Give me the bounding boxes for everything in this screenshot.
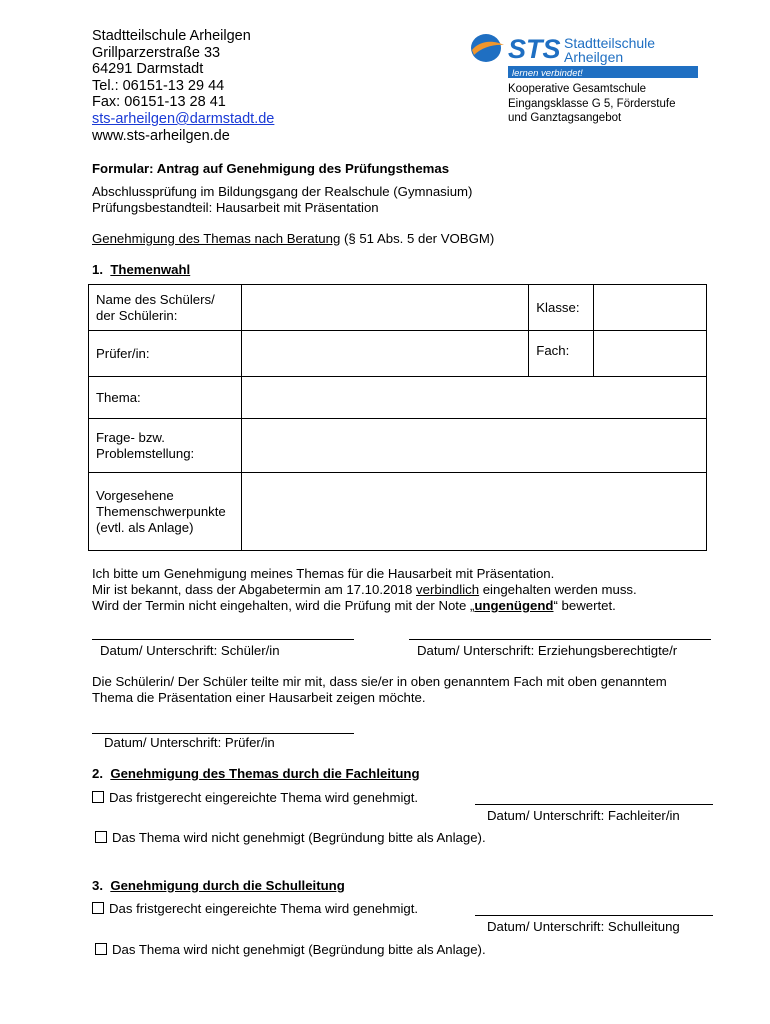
approval-ref: (§ 51 Abs. 5 der VOBGM): [340, 231, 495, 246]
examiner-signature-label: Datum/ Unterschrift: Prüfer/in: [104, 735, 275, 750]
fax: Fax: 06151-13 28 41: [92, 94, 226, 111]
schulleitung-reject-option[interactable]: Das Thema wird nicht genehmigt (Begründung bitte als Anlage).: [95, 942, 486, 958]
statement-line-1: Ich bitte um Genehmigung meines Themas für die Hausarbeit mit Präsentation.: [92, 566, 555, 581]
thema-field[interactable]: [241, 377, 706, 419]
fachleitung-approve-option[interactable]: Das fristgerecht eingereichte Thema wird genehmigt.: [92, 790, 418, 806]
school-logo: [468, 28, 700, 80]
confirmation-line-2: Thema die Präsentation einer Hausarbeit zeigen möchte.: [92, 690, 426, 705]
statement-line-2: Mir ist bekannt, dass der Abgabetermin am 17.10.2018 verbindlich eingehalten werden muss.: [92, 582, 637, 597]
thema-label: Thema:: [89, 377, 242, 419]
fach-field[interactable]: [594, 331, 707, 377]
form-title: Formular: Antrag auf Genehmigung des Prüfungsthemas: [92, 161, 450, 176]
confirmation-line-1: Die Schülerin/ Der Schüler teilte mir mit, dass sie/er in oben genanntem Fach mit oben genanntem: [92, 674, 667, 689]
section-1-heading: [92, 262, 190, 278]
name-label: Name des Schülers/ der Schülerin:: [89, 285, 242, 331]
checkbox-icon[interactable]: [92, 791, 104, 803]
pruefer-label: Prüfer/in:: [89, 331, 242, 377]
section-title: Genehmigung durch die Schulleitung: [110, 878, 345, 893]
schwerpunkte-label: Vorgesehene Themenschwerpunkte (evtl. als Anlage): [89, 473, 242, 551]
schwerpunkte-field[interactable]: [241, 473, 706, 551]
school-address: [92, 28, 274, 144]
section-number: 1.: [92, 262, 103, 277]
schulleitung-signature-label: Datum/ Unterschrift: Schulleitung: [487, 919, 680, 934]
examiner-signature-line[interactable]: [92, 733, 354, 734]
parent-signature-line[interactable]: [409, 639, 711, 640]
statement-line-3: Wird der Termin nicht eingehalten, wird die Prüfung mit der Note „ungenügend“ bewertet.: [92, 598, 616, 613]
logo-tagline: lernen verbindet!: [512, 68, 583, 79]
klasse-field[interactable]: [594, 285, 707, 331]
logo-abbr: STS: [508, 34, 561, 64]
name-field[interactable]: [241, 285, 528, 331]
checkbox-icon[interactable]: [95, 943, 107, 955]
section-title: Themenwahl: [110, 262, 191, 277]
logo-line1: Stadtteilschule: [564, 35, 656, 51]
schulleitung-signature-line[interactable]: [475, 915, 713, 916]
fachleiter-signature-line[interactable]: [475, 804, 713, 805]
fachleitung-reject-option[interactable]: Das Thema wird nicht genehmigt (Begründung bitte als Anlage).: [95, 830, 486, 846]
approval-link: Genehmigung des Themas nach Beratung: [92, 231, 341, 246]
parent-signature-label: Datum/ Unterschrift: Erziehungsberechtigte/r: [417, 643, 678, 658]
school-type-line: Eingangsklasse G 5, Förderstufe: [508, 97, 676, 110]
phone: Tel.: 06151-13 29 44: [92, 77, 225, 94]
school-type-line: Kooperative Gesamtschule: [508, 83, 647, 95]
section-title: Genehmigung des Themas durch die Fachleitung: [110, 766, 420, 781]
student-signature-line[interactable]: [92, 639, 354, 640]
form-subtitle-2: Prüfungsbestandteil: Hausarbeit mit Präsentation: [92, 200, 379, 215]
section-number: 2.: [92, 766, 103, 781]
themenwahl-table: [88, 284, 707, 551]
fach-label: Fach:: [529, 331, 594, 377]
section-number: 3.: [92, 878, 103, 893]
section-2-heading: [92, 766, 420, 782]
frage-label: Frage- bzw. Problemstellung:: [89, 419, 242, 473]
checkbox-icon[interactable]: [92, 902, 104, 914]
city: 64291 Darmstadt: [92, 61, 204, 78]
school-name: Stadtteilschule Arheilgen: [92, 28, 251, 44]
approval-line: [92, 231, 494, 247]
school-type: [508, 82, 675, 126]
logo-line2: Arheilgen: [564, 49, 624, 65]
website: www.sts-arheilgen.de: [92, 127, 230, 144]
logo-graphic: [468, 28, 700, 80]
section-3-heading: [92, 878, 345, 894]
form-subtitle-1: Abschlussprüfung im Bildungsgang der Realschule (Gymnasium): [92, 184, 473, 199]
school-type-line: und Ganztagsangebot: [508, 112, 622, 124]
checkbox-icon[interactable]: [95, 831, 107, 843]
frage-field[interactable]: [241, 419, 706, 473]
schulleitung-approve-option[interactable]: Das fristgerecht eingereichte Thema wird genehmigt.: [92, 901, 418, 917]
fachleiter-signature-label: Datum/ Unterschrift: Fachleiter/in: [487, 808, 680, 823]
pruefer-field[interactable]: [241, 331, 528, 377]
student-signature-label: Datum/ Unterschrift: Schüler/in: [100, 643, 280, 658]
email-link[interactable]: sts-arheilgen@darmstadt.de: [92, 110, 275, 127]
klasse-label: Klasse:: [529, 285, 594, 331]
street: Grillparzerstraße 33: [92, 44, 221, 61]
